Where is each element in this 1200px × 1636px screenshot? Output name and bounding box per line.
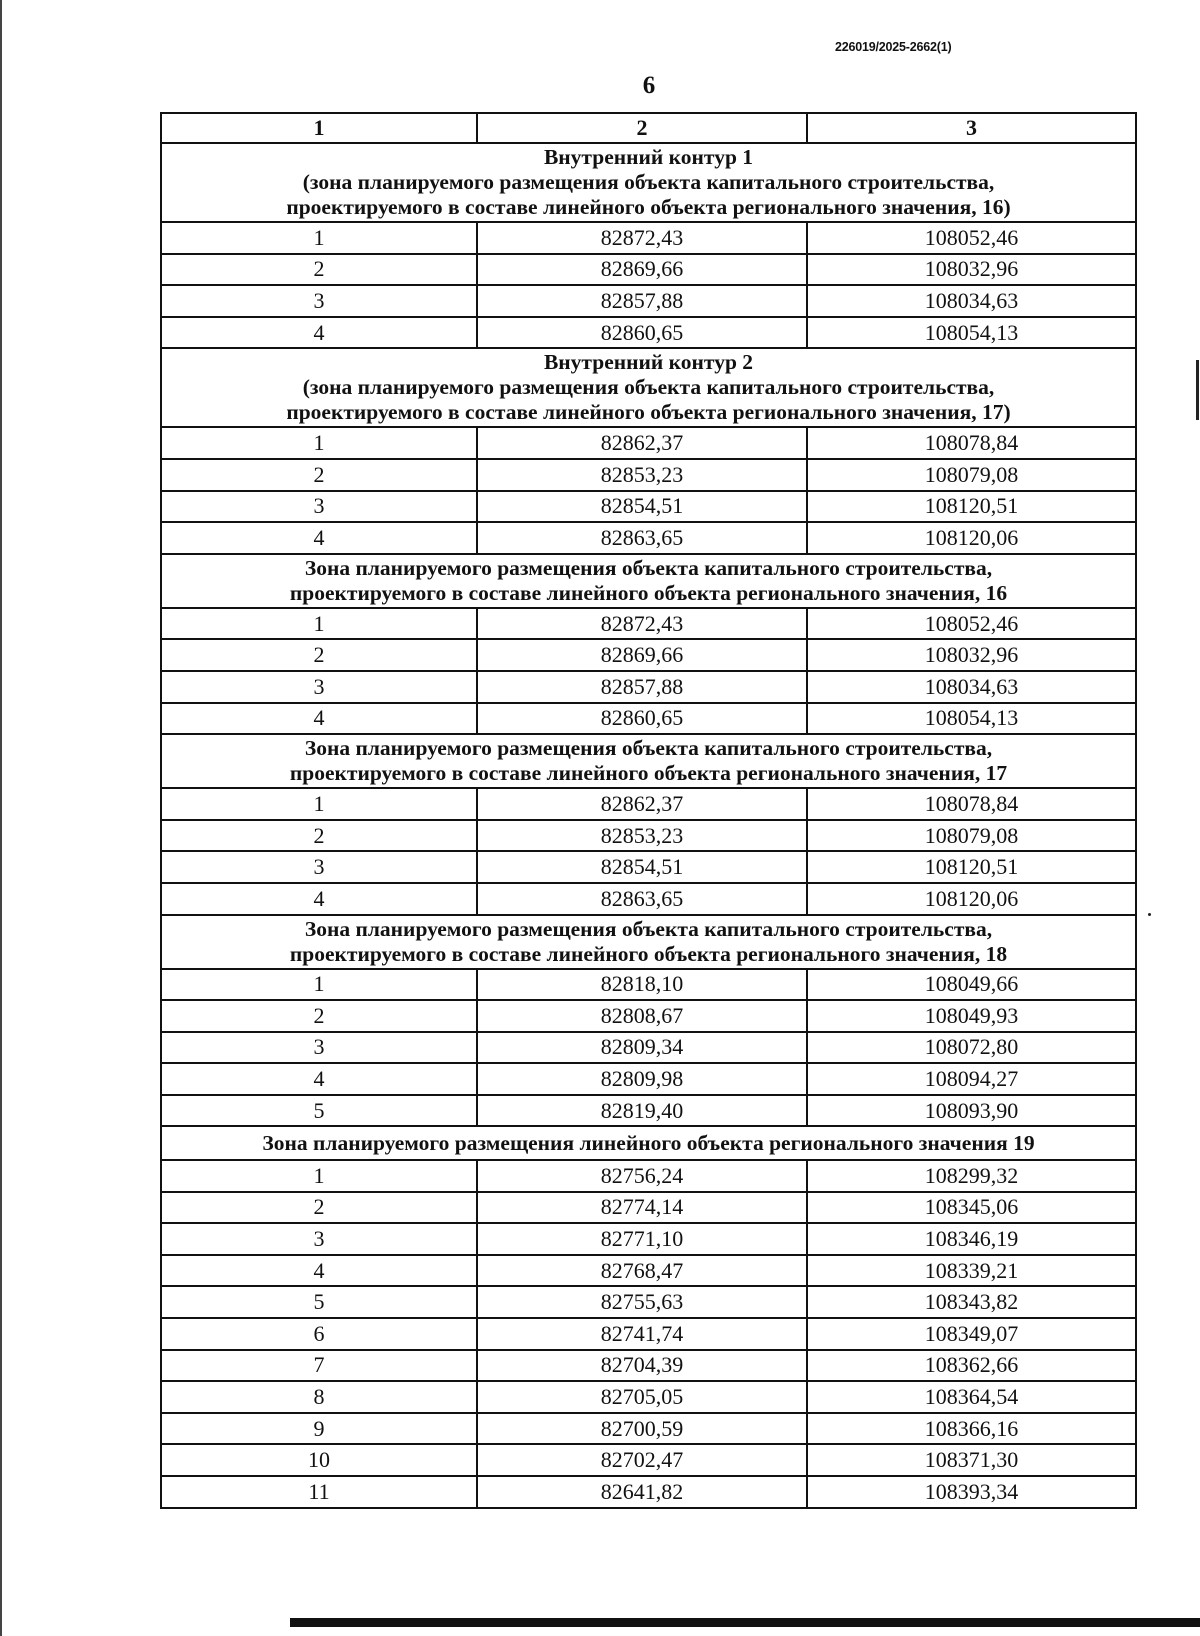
point-number-cell: 1: [161, 969, 477, 1001]
y-coordinate-cell: 108079,08: [807, 459, 1136, 491]
table-row: [161, 1318, 1136, 1350]
x-coordinate-cell: 82768,47: [477, 1255, 807, 1287]
x-coordinate-cell: 82809,34: [477, 1032, 807, 1064]
table-row: [161, 1160, 1136, 1192]
x-coordinate-cell: 82704,39: [477, 1350, 807, 1382]
table-row: [161, 703, 1136, 735]
section-heading-row: [161, 734, 1136, 788]
y-coordinate-cell: 108049,66: [807, 969, 1136, 1001]
section-title-line: (зона планируемого размещения объекта капитального строительства,: [302, 170, 995, 194]
coordinates-table: [160, 112, 1137, 1509]
table-row: [161, 1476, 1136, 1508]
point-number-cell: 1: [161, 788, 477, 820]
x-coordinate-cell: 82854,51: [477, 851, 807, 883]
x-coordinate-cell: 82809,98: [477, 1063, 807, 1095]
x-coordinate-cell: 82702,47: [477, 1444, 807, 1476]
y-coordinate-cell: 108052,46: [807, 222, 1136, 254]
y-coordinate-cell: 108366,16: [807, 1413, 1136, 1445]
section-title-line: Внутренний контур 2: [543, 350, 754, 375]
y-coordinate-cell: 108049,93: [807, 1000, 1136, 1032]
x-coordinate-cell: 82863,65: [477, 883, 807, 915]
x-coordinate-cell: 82860,65: [477, 703, 807, 735]
y-coordinate-cell: 108343,82: [807, 1286, 1136, 1318]
section-title: [161, 1126, 1136, 1160]
table-row: [161, 969, 1136, 1001]
point-number-cell: 1: [161, 427, 477, 459]
table-row: [161, 851, 1136, 883]
section-heading-row: [161, 915, 1136, 969]
y-coordinate-cell: 108299,32: [807, 1160, 1136, 1192]
point-number-cell: 5: [161, 1095, 477, 1127]
table-row: [161, 222, 1136, 254]
y-coordinate-cell: 108120,51: [807, 851, 1136, 883]
y-coordinate-cell: 108054,13: [807, 317, 1136, 349]
point-number-cell: 7: [161, 1350, 477, 1382]
table-row: [161, 639, 1136, 671]
y-coordinate-cell: 108346,19: [807, 1223, 1136, 1255]
scan-speck: [1196, 360, 1199, 420]
column-header-row: [161, 113, 1136, 143]
x-coordinate-cell: 82863,65: [477, 522, 807, 554]
point-number-cell: 4: [161, 703, 477, 735]
y-coordinate-cell: 108079,08: [807, 820, 1136, 852]
table-row: [161, 608, 1136, 640]
table-row: [161, 317, 1136, 349]
table-row: [161, 883, 1136, 915]
point-number-cell: 3: [161, 851, 477, 883]
x-coordinate-cell: 82700,59: [477, 1413, 807, 1445]
column-header-1: 1: [161, 113, 477, 143]
point-number-cell: 3: [161, 671, 477, 703]
table-row: [161, 1000, 1136, 1032]
section-title-line: проектируемого в составе линейного объекта регионального значения, 16): [286, 195, 1011, 219]
section-title: [161, 734, 1136, 788]
section-heading-row: [161, 348, 1136, 427]
x-coordinate-cell: 82869,66: [477, 254, 807, 286]
table-row: [161, 1223, 1136, 1255]
y-coordinate-cell: 108034,63: [807, 285, 1136, 317]
x-coordinate-cell: 82755,63: [477, 1286, 807, 1318]
section-title-line: Зона планируемого размещения линейного объекта регионального значения 19: [262, 1130, 1035, 1155]
section-title-line: проектируемого в составе линейного объекта регионального значения, 17: [289, 761, 1008, 786]
section-heading-row: [161, 554, 1136, 608]
x-coordinate-cell: 82853,23: [477, 459, 807, 491]
point-number-cell: 10: [161, 1444, 477, 1476]
table-row: [161, 1350, 1136, 1382]
table-row: [161, 427, 1136, 459]
y-coordinate-cell: 108052,46: [807, 608, 1136, 640]
y-coordinate-cell: 108093,90: [807, 1095, 1136, 1127]
y-coordinate-cell: 108120,06: [807, 522, 1136, 554]
section-title-line: (зона планируемого размещения объекта капитального строительства,: [302, 375, 995, 400]
y-coordinate-cell: 108032,96: [807, 639, 1136, 671]
point-number-cell: 8: [161, 1381, 477, 1413]
x-coordinate-cell: 82857,88: [477, 671, 807, 703]
x-coordinate-cell: 82705,05: [477, 1381, 807, 1413]
point-number-cell: 4: [161, 317, 477, 349]
point-number-cell: 1: [161, 1160, 477, 1192]
x-coordinate-cell: 82774,14: [477, 1192, 807, 1224]
section-title: [161, 348, 1136, 427]
page-number: 6: [642, 72, 656, 99]
table-row: [161, 671, 1136, 703]
section-title: [161, 143, 1136, 222]
point-number-cell: 2: [161, 639, 477, 671]
table-row: [161, 1063, 1136, 1095]
x-coordinate-cell: 82862,37: [477, 788, 807, 820]
y-coordinate-cell: 108362,66: [807, 1350, 1136, 1382]
x-coordinate-cell: 82853,23: [477, 820, 807, 852]
y-coordinate-cell: 108364,54: [807, 1381, 1136, 1413]
y-coordinate-cell: 108371,30: [807, 1444, 1136, 1476]
point-number-cell: 4: [161, 522, 477, 554]
y-coordinate-cell: 108120,06: [807, 883, 1136, 915]
point-number-cell: 11: [161, 1476, 477, 1508]
scan-edge: [0, 0, 2, 1636]
point-number-cell: 3: [161, 1032, 477, 1064]
y-coordinate-cell: 108094,27: [807, 1063, 1136, 1095]
y-coordinate-cell: 108034,63: [807, 671, 1136, 703]
table-row: [161, 1413, 1136, 1445]
table-row: [161, 788, 1136, 820]
footer-rule: [290, 1618, 1200, 1627]
section-title: [161, 915, 1136, 969]
x-coordinate-cell: 82872,43: [477, 222, 807, 254]
y-coordinate-cell: 108345,06: [807, 1192, 1136, 1224]
column-header-2: 2: [477, 113, 807, 143]
point-number-cell: 3: [161, 491, 477, 523]
x-coordinate-cell: 82756,24: [477, 1160, 807, 1192]
table-row: [161, 459, 1136, 491]
point-number-cell: 1: [161, 222, 477, 254]
y-coordinate-cell: 108078,84: [807, 788, 1136, 820]
table-row: [161, 820, 1136, 852]
point-number-cell: 1: [161, 608, 477, 640]
y-coordinate-cell: 108349,07: [807, 1318, 1136, 1350]
point-number-cell: 4: [161, 1063, 477, 1095]
y-coordinate-cell: 108054,13: [807, 703, 1136, 735]
x-coordinate-cell: 82854,51: [477, 491, 807, 523]
section-title-line: Зона планируемого размещения объекта капитального строительства,: [304, 916, 993, 941]
table-row: [161, 1444, 1136, 1476]
table-row: [161, 1192, 1136, 1224]
column-header-3: 3: [807, 113, 1136, 143]
section-title-line: проектируемого в составе линейного объекта регионального значения, 18: [289, 941, 1008, 966]
x-coordinate-cell: 82771,10: [477, 1223, 807, 1255]
table-row: [161, 1381, 1136, 1413]
point-number-cell: 4: [161, 1255, 477, 1287]
point-number-cell: 2: [161, 459, 477, 491]
table-row: [161, 1255, 1136, 1287]
scan-speck: [1148, 913, 1151, 916]
x-coordinate-cell: 82862,37: [477, 427, 807, 459]
table-row: [161, 1286, 1136, 1318]
table-row: [161, 1095, 1136, 1127]
x-coordinate-cell: 82819,40: [477, 1095, 807, 1127]
coordinates-table-body: [161, 113, 1136, 1508]
point-number-cell: 2: [161, 1192, 477, 1224]
point-number-cell: 2: [161, 820, 477, 852]
y-coordinate-cell: 108032,96: [807, 254, 1136, 286]
x-coordinate-cell: 82869,66: [477, 639, 807, 671]
y-coordinate-cell: 108078,84: [807, 427, 1136, 459]
y-coordinate-cell: 108072,80: [807, 1032, 1136, 1064]
point-number-cell: 3: [161, 285, 477, 317]
section-title-line: Зона планируемого размещения объекта капитального строительства,: [304, 736, 993, 761]
y-coordinate-cell: 108120,51: [807, 491, 1136, 523]
table-row: [161, 522, 1136, 554]
x-coordinate-cell: 82860,65: [477, 317, 807, 349]
x-coordinate-cell: 82808,67: [477, 1000, 807, 1032]
point-number-cell: 2: [161, 254, 477, 286]
section-title-line: Зона планируемого размещения объекта капитального строительства,: [304, 555, 993, 580]
point-number-cell: 3: [161, 1223, 477, 1255]
point-number-cell: 5: [161, 1286, 477, 1318]
table-row: [161, 491, 1136, 523]
table-row: [161, 254, 1136, 286]
x-coordinate-cell: 82872,43: [477, 608, 807, 640]
x-coordinate-cell: 82741,74: [477, 1318, 807, 1350]
section-title: [161, 554, 1136, 608]
point-number-cell: 9: [161, 1413, 477, 1445]
y-coordinate-cell: 108393,34: [807, 1476, 1136, 1508]
section-title-line: Внутренний контур 1: [543, 145, 754, 169]
section-title-line: проектируемого в составе линейного объекта регионального значения, 17): [286, 400, 1011, 425]
table-row: [161, 1032, 1136, 1064]
x-coordinate-cell: 82641,82: [477, 1476, 807, 1508]
x-coordinate-cell: 82857,88: [477, 285, 807, 317]
section-heading-row: [161, 1126, 1136, 1160]
point-number-cell: 2: [161, 1000, 477, 1032]
point-number-cell: 4: [161, 883, 477, 915]
section-title-line: проектируемого в составе линейного объекта регионального значения, 16: [289, 580, 1008, 605]
x-coordinate-cell: 82818,10: [477, 969, 807, 1001]
document-code: 226019/2025-2662(1): [835, 40, 952, 54]
table-row: [161, 285, 1136, 317]
point-number-cell: 6: [161, 1318, 477, 1350]
y-coordinate-cell: 108339,21: [807, 1255, 1136, 1287]
section-heading-row: [161, 143, 1136, 222]
